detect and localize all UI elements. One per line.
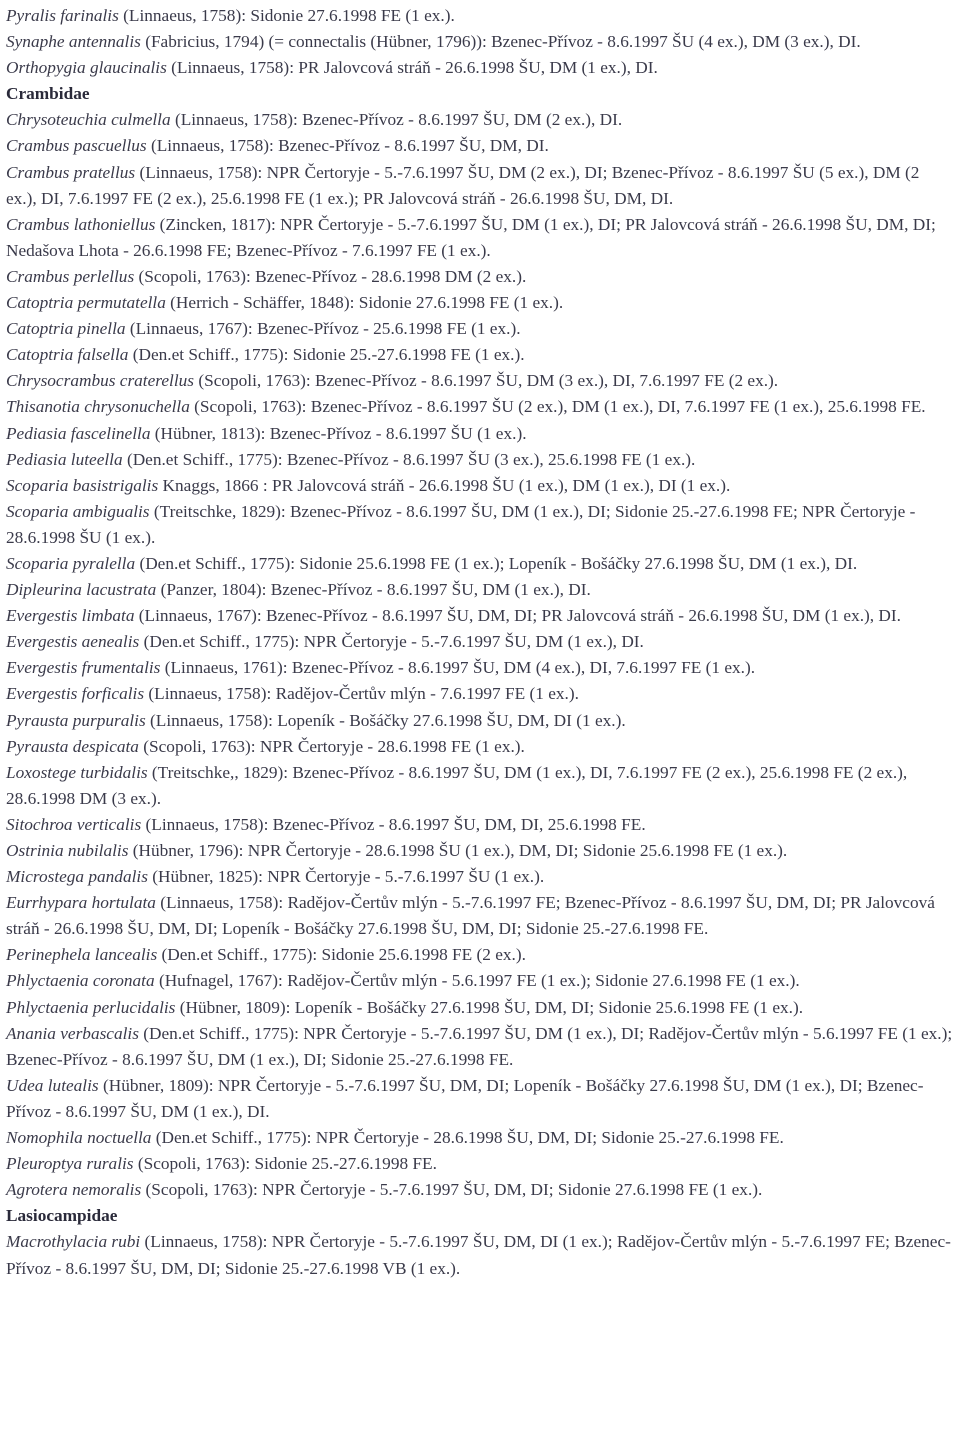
species-record [6, 107, 954, 133]
species-name: Nomophila noctuella [6, 1128, 152, 1148]
record-text: (Fabricius, 1794) (= connectalis (Hübner, 1796)): Bzenec-Přívoz - 8.6.1997 ŠU (4 ex.), DM (3 ex.), DI. [140, 32, 861, 52]
record-text: (Linnaeus, 1758): Bzenec-Přívoz - 8.6.1997 ŠU, DM, DI, 25.6.1998 FE. [141, 814, 646, 834]
species-name: Synaphe antennalis [6, 32, 141, 52]
species-record [6, 290, 954, 316]
species-name: Scoparia ambigualis [6, 501, 150, 521]
species-name: Dipleurina lacustrata [6, 580, 157, 600]
species-name: Eurrhypara hortulata [6, 893, 156, 913]
record-text: (Treitschke, 1829): Bzenec-Přívoz - 8.6.1997 ŠU, DM (1 ex.), DI; Sidonie 25.-27.6.1998 FE; NPR Čertoryje - 28.6.1998 ŠU (1 ex.). [6, 501, 916, 547]
species-name: Phlyctaenia coronata [6, 971, 155, 991]
document-page [6, 3, 954, 1282]
species-name: Macrothylacia rubi [6, 1232, 141, 1252]
species-name: Evergestis frumentalis [6, 658, 161, 678]
species-name: Pleuroptya ruralis [6, 1154, 134, 1174]
species-record [6, 890, 954, 942]
species-record [6, 708, 954, 734]
species-record [6, 603, 954, 629]
species-record [6, 1021, 954, 1073]
species-record [6, 160, 954, 212]
record-text: (Hübner, 1796): NPR Čertoryje - 28.6.1998 ŠU (1 ex.), DM, DI; Sidonie 25.6.1998 FE (1 ex.). [128, 841, 788, 860]
species-record [6, 29, 954, 55]
species-name: Pyralis farinalis [6, 6, 119, 25]
species-record [6, 655, 954, 681]
record-text: (Scopoli, 1763): Bzenec-Přívoz - 8.6.1997 ŠU (2 ex.), DM (1 ex.), DI, 7.6.1997 FE (1 ex.), 25.6.1998 FE. [189, 397, 926, 417]
record-text: (Den.et Schiff., 1775): Bzenec-Přívoz - 8.6.1997 ŠU (3 ex.), 25.6.1998 FE (1 ex.). [122, 449, 696, 469]
species-name: Crambus perlellus [6, 266, 135, 286]
record-text: (Scopoli, 1763): NPR Čertoryje - 28.6.1998 FE (1 ex.). [138, 736, 525, 756]
record-text: (Hübner, 1809): Lopeník - Bošáčky 27.6.1998 ŠU, DM, DI; Sidonie 25.6.1998 FE (1 ex.). [175, 997, 804, 1017]
record-text: (Linnaeus, 1758): Radějov-Čertův mlýn - 5.-7.6.1997 FE; Bzenec-Přívoz - 8.6.1997 ŠU, DM, DI; PR Jalovcová stráň - 26.6.1998 ŠU, DM, DI; Lopeník - Bošáčky 27.6.1998 ŠU, DM, DI; Sidonie 25.-27.6.1998 FE. [6, 893, 935, 939]
species-name: Evergestis limbata [6, 606, 135, 626]
species-name: Crambus pascuellus [6, 136, 147, 156]
record-text: (Den.et Schiff., 1775): NPR Čertoryje - 5.-7.6.1997 ŠU, DM (1 ex.), DI. [139, 632, 644, 652]
record-text: (Linnaeus, 1758): Lopeník - Bošáčky 27.6.1998 ŠU, DM, DI (1 ex.). [145, 710, 626, 730]
species-name: Scoparia pyralella [6, 553, 136, 573]
record-text: (Linnaeus, 1767): Bzenec-Přívoz - 25.6.1998 FE (1 ex.). [125, 319, 521, 339]
record-text: (Den.et Schiff., 1775): Sidonie 25.-27.6.1998 FE (1 ex.). [128, 345, 525, 365]
species-record [6, 342, 954, 368]
species-record [6, 995, 954, 1021]
record-text: (Hübner, 1809): NPR Čertoryje - 5.-7.6.1997 ŠU, DM, DI; Lopeník - Bošáčky 27.6.1998 ŠU, DM (1 ex.), DI; Bzenec-Přívoz - 8.6.1997 ŠU, DM (1 ex.), DI. [6, 1075, 924, 1121]
species-name: Udea lutealis [6, 1075, 99, 1095]
species-record [6, 942, 954, 968]
species-name: Pediasia luteella [6, 449, 123, 469]
record-text: (Linnaeus, 1758): NPR Čertoryje - 5.-7.6.1997 ŠU, DM (2 ex.), DI; Bzenec-Přívoz - 8.6.1997 ŠU (5 ex.), DM (2 ex.), DI, 7.6.1997 FE (2 ex.), 25.6.1998 FE (1 ex.); PR Jalovcová stráň - 26.6.1998 ŠU, DM, DI. [6, 162, 920, 208]
species-name: Chrysoteuchia culmella [6, 110, 171, 130]
species-name: Scoparia basistrigalis [6, 475, 159, 495]
record-text: (Hufnagel, 1767): Radějov-Čertův mlýn - 5.6.1997 FE (1 ex.); Sidonie 27.6.1998 FE (1 ex.). [154, 971, 800, 991]
record-text: Knaggs, 1866 : PR Jalovcová stráň - 26.6.1998 ŠU (1 ex.), DM (1 ex.), DI (1 ex.). [158, 475, 731, 495]
species-record [6, 1125, 954, 1151]
species-record [6, 133, 954, 159]
family-heading: Lasiocampidae [6, 1206, 118, 1226]
species-record [6, 473, 954, 499]
record-text: (Hübner, 1813): Bzenec-Přívoz - 8.6.1997 ŠU (1 ex.). [150, 423, 527, 443]
species-record [6, 734, 954, 760]
record-text: (Panzer, 1804): Bzenec-Přívoz - 8.6.1997 ŠU, DM (1 ex.), DI. [156, 580, 591, 600]
species-record [6, 551, 954, 577]
species-name: Phlyctaenia perlucidalis [6, 997, 176, 1017]
record-text: (Scopoli, 1763): Bzenec-Přívoz - 28.6.1998 DM (2 ex.). [134, 266, 527, 286]
species-record [6, 264, 954, 290]
species-name: Crambus lathoniellus [6, 214, 156, 234]
record-text: (Treitschke,, 1829): Bzenec-Přívoz - 8.6.1997 ŠU, DM (1 ex.), DI, 7.6.1997 FE (2 ex.), 25.6.1998 FE (2 ex.), 28.6.1998 DM (3 ex.). [6, 762, 908, 808]
species-record [6, 499, 954, 551]
record-text: (Linnaeus, 1758): PR Jalovcová stráň - 26.6.1998 ŠU, DM (1 ex.), DI. [166, 58, 658, 78]
record-text: (Den.et Schiff., 1775): Sidonie 25.6.1998 FE (2 ex.). [157, 945, 526, 965]
species-record [6, 316, 954, 342]
species-name: Microstega pandalis [6, 867, 148, 887]
species-name: Crambus pratellus [6, 162, 136, 182]
species-name: Evergestis aenealis [6, 632, 140, 652]
record-text: (Linnaeus, 1758): Sidonie 27.6.1998 FE (1 ex.). [118, 6, 455, 25]
species-record [6, 760, 954, 812]
species-name: Loxostege turbidalis [6, 762, 148, 782]
record-text: (Scopoli, 1763): Bzenec-Přívoz - 8.6.1997 ŠU, DM (3 ex.), DI, 7.6.1997 FE (2 ex.). [194, 371, 779, 391]
record-text: (Linnaeus, 1758): NPR Čertoryje - 5.-7.6.1997 ŠU, DM, DI (1 ex.); Radějov-Čertův mlýn - 5.-7.6.1997 FE; Bzenec-Přívoz - 8.6.1997 ŠU, DM, DI; Sidonie 25.-27.6.1998 VB (1 ex.). [6, 1232, 951, 1278]
record-text: (Herrich - Schäffer, 1848): Sidonie 27.6.1998 FE (1 ex.). [165, 293, 564, 313]
family-heading: Crambidae [6, 84, 90, 104]
species-record [6, 838, 954, 864]
species-name: Catoptria permutatella [6, 293, 166, 313]
species-name: Pyrausta despicata [6, 736, 139, 756]
record-text: (Scopoli, 1763): NPR Čertoryje - 5.-7.6.1997 ŠU, DM, DI; Sidonie 27.6.1998 FE (1 ex.). [141, 1180, 763, 1200]
record-text: (Hübner, 1825): NPR Čertoryje - 5.-7.6.1997 ŠU (1 ex.). [147, 867, 545, 887]
record-text: (Linnaeus, 1758): Bzenec-Přívoz - 8.6.1997 ŠU, DM, DI. [146, 136, 549, 156]
species-record [6, 1177, 954, 1203]
species-record [6, 368, 954, 394]
species-record [6, 681, 954, 707]
record-text: (Zincken, 1817): NPR Čertoryje - 5.-7.6.1997 ŠU, DM (1 ex.), DI; PR Jalovcová stráň - 26.6.1998 ŠU, DM, DI; Nedašova Lhota - 26.6.1998 FE; Bzenec-Přívoz - 7.6.1997 FE (1 ex.). [6, 214, 936, 260]
species-record [6, 421, 954, 447]
species-name: Sitochroa verticalis [6, 814, 142, 834]
species-name: Chrysocrambus craterellus [6, 371, 195, 391]
species-record [6, 629, 954, 655]
record-text: (Linnaeus, 1767): Bzenec-Přívoz - 8.6.1997 ŠU, DM, DI; PR Jalovcová stráň - 26.6.1998 ŠU, DM (1 ex.), DI. [134, 606, 901, 626]
species-record [6, 1073, 954, 1125]
record-text: (Den.et Schiff., 1775): NPR Čertoryje - 28.6.1998 ŠU, DM, DI; Sidonie 25.-27.6.1998 FE. [151, 1128, 784, 1148]
species-record [6, 1151, 954, 1177]
species-record [6, 3, 954, 29]
species-record [6, 447, 954, 473]
species-name: Catoptria falsella [6, 345, 129, 365]
species-name: Ostrinia nubilalis [6, 841, 129, 860]
record-text: (Linnaeus, 1758): Bzenec-Přívoz - 8.6.1997 ŠU, DM (2 ex.), DI. [170, 110, 623, 130]
record-text: (Linnaeus, 1758): Radějov-Čertův mlýn - 7.6.1997 FE (1 ex.). [144, 684, 579, 704]
record-text: (Linnaeus, 1761): Bzenec-Přívoz - 8.6.1997 ŠU, DM (4 ex.), DI, 7.6.1997 FE (1 ex.). [160, 658, 756, 678]
species-name: Agrotera nemoralis [6, 1180, 142, 1200]
species-record [6, 394, 954, 420]
species-name: Evergestis forficalis [6, 684, 145, 704]
species-record [6, 55, 954, 81]
record-text: (Den.et Schiff., 1775): NPR Čertoryje - 5.-7.6.1997 ŠU, DM (1 ex.), DI; Radějov-Čertův mlýn - 5.6.1997 FE (1 ex.); Bzenec-Přívoz - 8.6.1997 ŠU, DM (1 ex.), DI; Sidonie 25.-27.6.1998 FE. [6, 1023, 953, 1069]
species-name: Anania verbascalis [6, 1023, 139, 1043]
species-name: Perinephela lancealis [6, 945, 158, 965]
species-record [6, 212, 954, 264]
species-record [6, 1229, 954, 1281]
record-text: (Scopoli, 1763): Sidonie 25.-27.6.1998 FE. [133, 1154, 437, 1174]
species-record [6, 812, 954, 838]
species-name: Thisanotia chrysonuchella [6, 397, 190, 417]
record-text: (Den.et Schiff., 1775): Sidonie 25.6.1998 FE (1 ex.); Lopeník - Bošáčky 27.6.1998 ŠU, DM (1 ex.), DI. [135, 553, 858, 573]
species-name: Orthopygia glaucinalis [6, 58, 167, 78]
species-name: Pyrausta purpuralis [6, 710, 146, 730]
species-record [6, 968, 954, 994]
species-name: Pediasia fascelinella [6, 423, 151, 443]
species-record [6, 864, 954, 890]
species-record [6, 577, 954, 603]
species-name: Catoptria pinella [6, 319, 126, 339]
